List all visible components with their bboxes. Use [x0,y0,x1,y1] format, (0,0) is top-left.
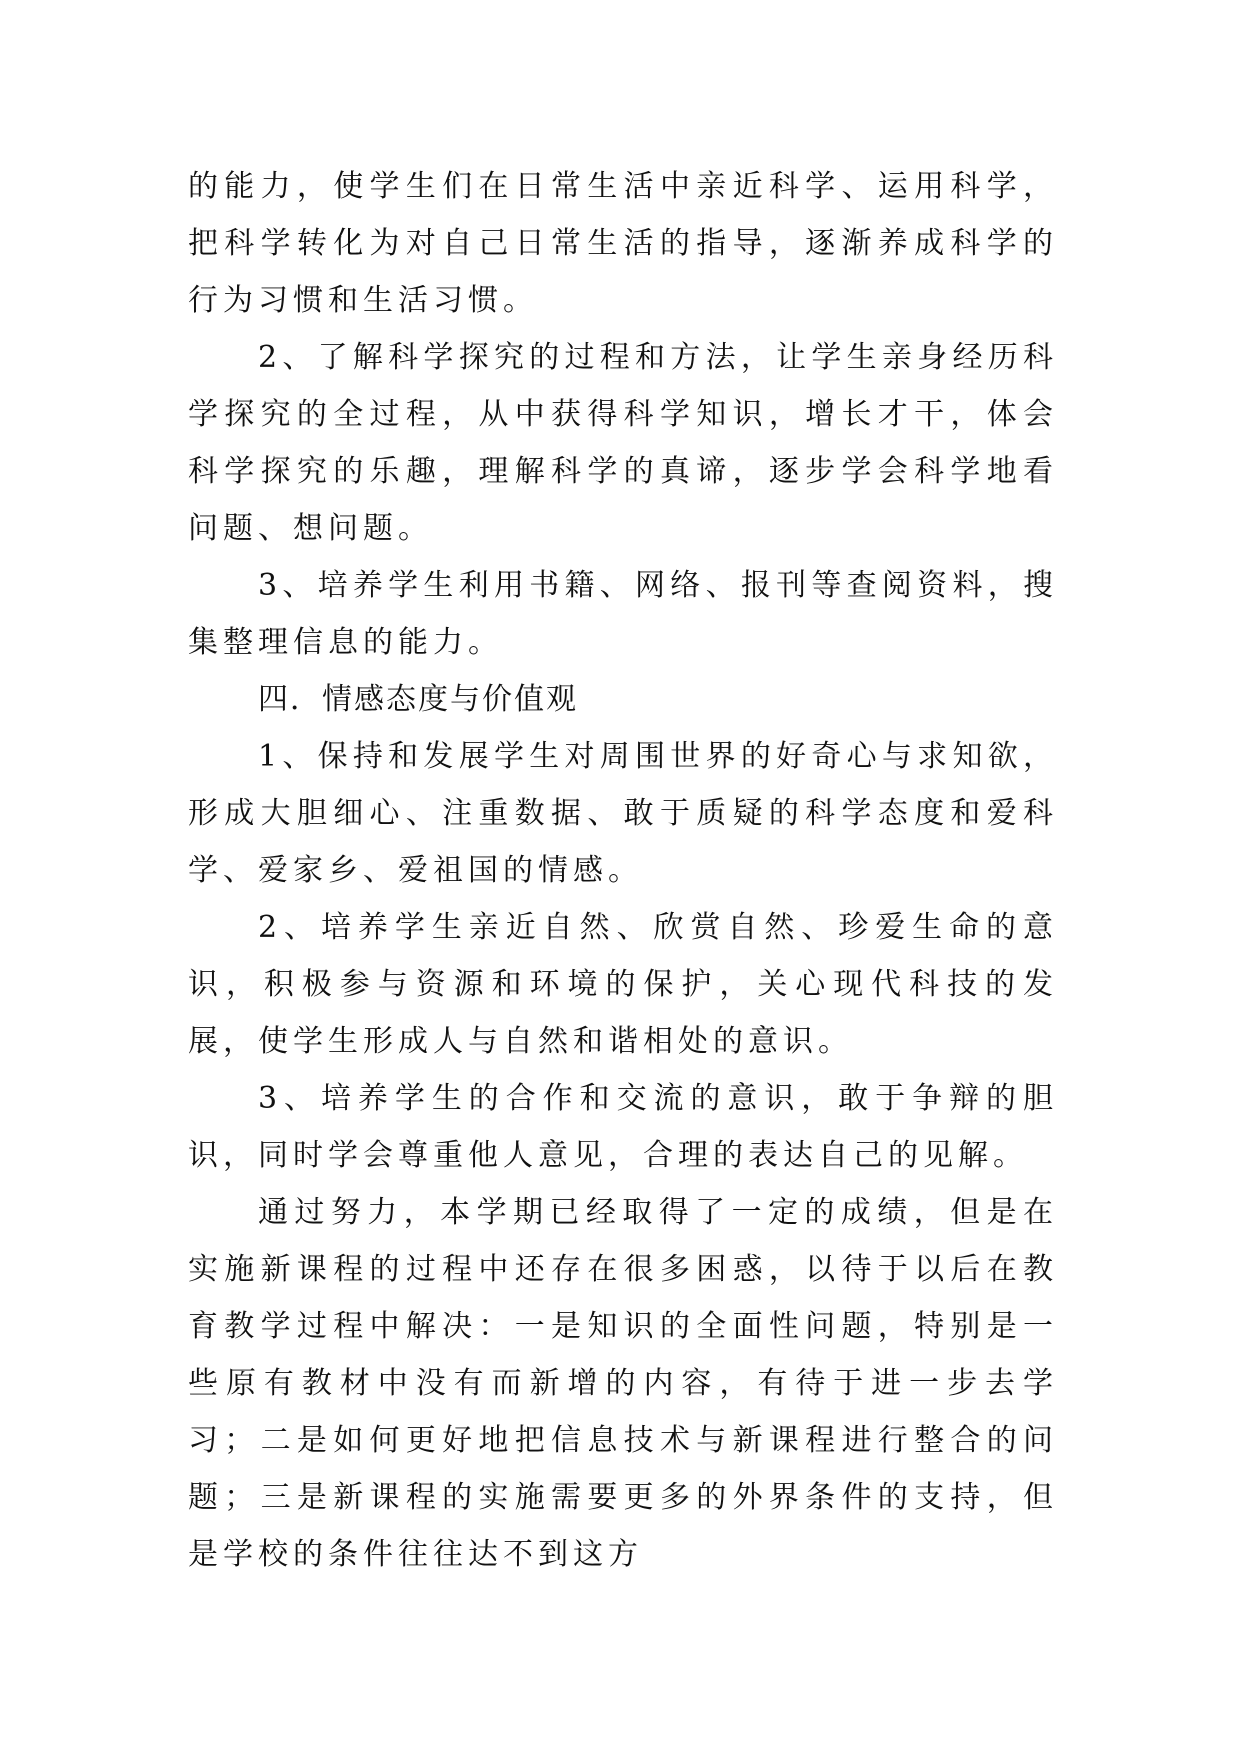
section-heading-attitudes: 四．情感态度与价值观 [258,682,578,717]
paragraph-item-2-nature: 2、培养学生亲近自然、欣赏自然、珍爱生命的意识，积极参与资源和环境的保护，关心现代科技的发展，使学生形成人与自然和谐相处的意识。 [188,910,1058,1059]
document-body [188,158,1058,1583]
paragraph-continuation: 的能力，使学生们在日常生活中亲近科学、运用科学，把科学转化为对自己日常生活的指导，逐渐养成科学的行为习惯和生活习惯。 [188,169,1058,318]
paragraph-item-1-curiosity: 1、保持和发展学生对周围世界的好奇心与求知欲，形成大胆细心、注重数据、敢于质疑的科学态度和爱科学、爱家乡、爱祖国的情感。 [188,739,1058,888]
paragraph-item-3-information: 3、培养学生利用书籍、网络、报刊等查阅资料，搜集整理信息的能力。 [188,568,1058,660]
paragraph-item-3-cooperation: 3、培养学生的合作和交流的意识，敢于争辩的胆识，同时学会尊重他人意见，合理的表达自己的见解。 [188,1081,1058,1173]
paragraph-item-2-inquiry: 2、了解科学探究的过程和方法，让学生亲身经历科学探究的全过程，从中获得科学知识，增长才干，体会科学探究的乐趣，理解科学的真谛，逐步学会科学地看问题、想问题。 [188,340,1058,546]
paragraph-summary: 通过努力，本学期已经取得了一定的成绩，但是在实施新课程的过程中还存在很多困惑，以待于以后在教育教学过程中解决：一是知识的全面性问题，特别是一些原有教材中没有而新增的内容，有待于进一步去学习；二是如何更好地把信息技术与新课程进行整合的问题；三是新课程的实施需要更多的外界条件的支持，但是学校的条件往往达不到这方 [188,1195,1058,1572]
